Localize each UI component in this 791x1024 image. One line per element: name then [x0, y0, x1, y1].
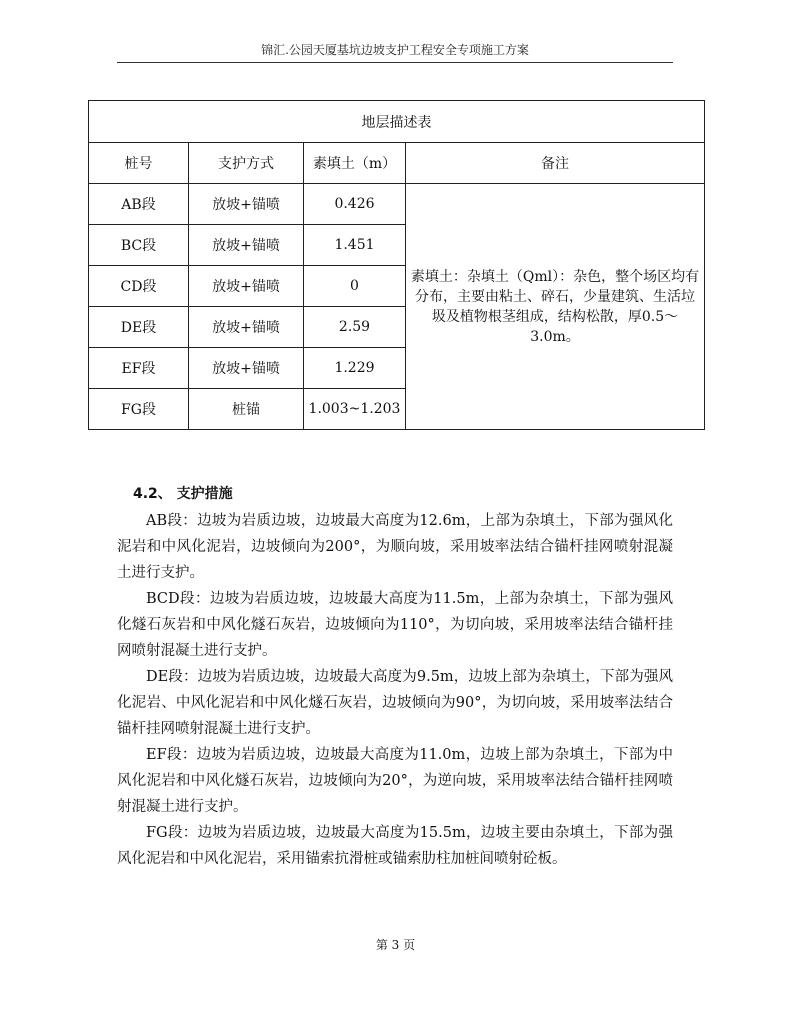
cell-pile: CD段 [89, 266, 189, 307]
cell-method: 桩锚 [189, 389, 304, 430]
cell-fill: 2.59 [304, 307, 406, 348]
column-header-note: 备注 [406, 143, 705, 184]
cell-fill: 0 [304, 266, 406, 307]
cell-pile: DE段 [89, 307, 189, 348]
paragraph-ab: AB段：边坡为岩质边坡，边坡最大高度为12.6m，上部为杂填土，下部为强风化泥岩和中风化泥岩，边坡倾向为200°，为顺向坡，采用坡率法结合锚杆挂网喷射混凝土进行支护。 [117, 513, 673, 581]
cell-fill: 1.451 [304, 225, 406, 266]
cell-pile: FG段 [89, 389, 189, 430]
page-header: 锦汇.公园天厦基坑边坡支护工程安全专项施工方案 [261, 43, 529, 57]
header-rule [117, 62, 673, 63]
column-header-method: 支护方式 [189, 143, 304, 184]
column-header-fill: 素填土（m） [304, 143, 406, 184]
cell-note: 素填土：杂填土（Qml）：杂色，整个场区均有分布，主要由粘土、碎石，少量建筑、生活垃圾及植物根茎组成，结构松散，厚0.5～3.0m。 [406, 184, 705, 430]
cell-method: 放坡+锚喷 [189, 184, 304, 225]
cell-pile: EF段 [89, 348, 189, 389]
paragraph-fg: FG段：边坡为岩质边坡，边坡最大高度为15.5m，边坡主要由杂填土，下部为强风化泥岩和中风化泥岩，采用锚索抗滑桩或锚索肋柱加桩间喷射砼板。 [117, 825, 673, 867]
strata-table [88, 100, 705, 430]
table-row [89, 184, 705, 225]
cell-pile: BC段 [89, 225, 189, 266]
column-header-pile: 桩号 [89, 143, 189, 184]
cell-fill: 1.229 [304, 348, 406, 389]
paragraph-de: DE段：边坡为岩质边坡，边坡最大高度为9.5m，边坡上部为杂填土，下部为强风化泥岩、中风化泥岩和中风化燧石灰岩，边坡倾向为90°，为切向坡，采用坡率法结合锚杆挂网喷射混凝土进行支护。 [117, 669, 673, 737]
cell-method: 放坡+锚喷 [189, 266, 304, 307]
cell-pile: AB段 [89, 184, 189, 225]
cell-fill: 0.426 [304, 184, 406, 225]
table-title: 地层描述表 [89, 101, 705, 143]
cell-method: 放坡+锚喷 [189, 307, 304, 348]
page-number: 第 3 页 [375, 938, 416, 952]
paragraph-ef: EF段：边坡为岩质边坡，边坡最大高度为11.0m，边坡上部为杂填土，下部为中风化泥岩和中风化燧石灰岩，边坡倾向为20°，为逆向坡，采用坡率法结合锚杆挂网喷射混凝土进行支护。 [117, 747, 673, 815]
cell-fill: 1.003~1.203 [304, 389, 406, 430]
paragraph-bcd: BCD段：边坡为岩质边坡，边坡最大高度为11.5m，上部为杂填土，下部为强风化燧石灰岩和中风化燧石灰岩，边坡倾向为110°，为切向坡，采用坡率法结合锚杆挂网喷射混凝土进行支护。 [117, 591, 673, 659]
cell-method: 放坡+锚喷 [189, 225, 304, 266]
section-title: 4.2、 支护措施 [133, 486, 233, 502]
cell-method: 放坡+锚喷 [189, 348, 304, 389]
